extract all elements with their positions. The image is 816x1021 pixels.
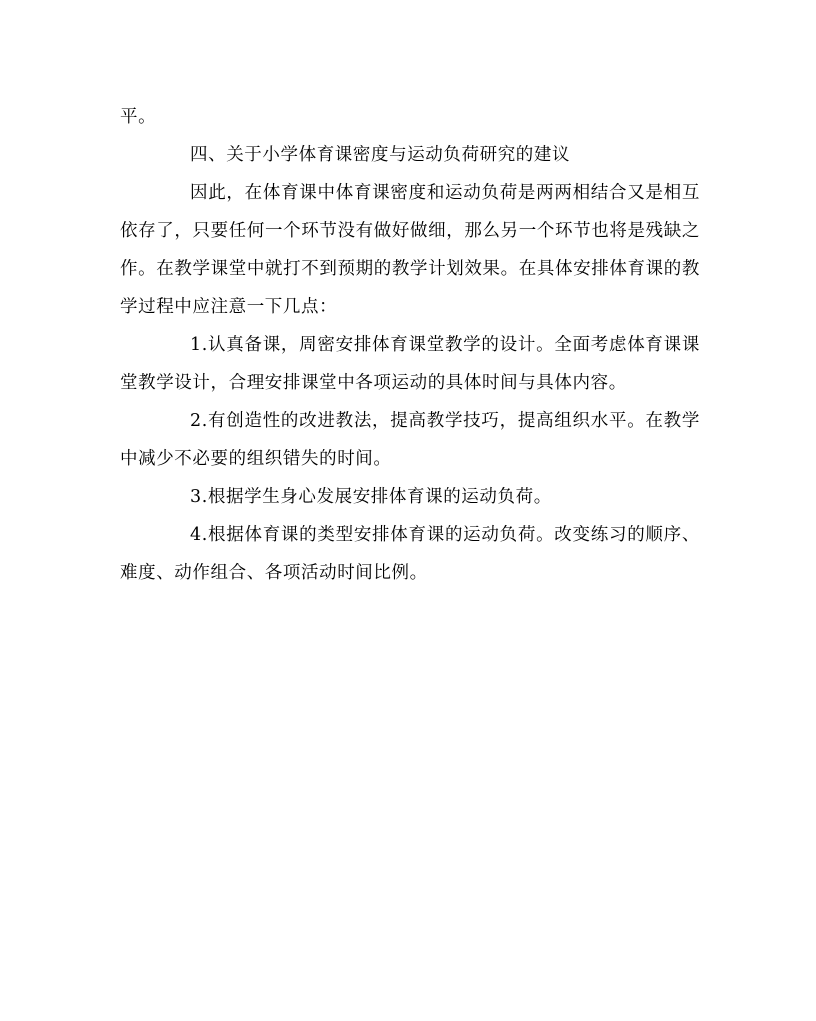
paragraph-continuation: 平。 [120, 107, 157, 127]
list-item-4: 4.根据体育课的类型安排体育课的运动负荷。改变练习的顺序、难度、动作组合、各项活动时间比例。 [120, 525, 700, 583]
document-body [120, 98, 700, 592]
section-heading: 四、关于小学体育课密度与运动负荷研究的建议 [190, 145, 571, 165]
paragraph-intro: 因此，在体育课中体育课密度和运动负荷是两两相结合又是相互依存了，只要任何一个环节没有做好做细，那么另一个环节也将是残缺之作。在教学课堂中就打不到预期的教学计划效果。在具体安排体育课的教学过程中应注意一下几点： [120, 183, 700, 317]
list-item-3: 3.根据学生身心发展安排体育课的运动负荷。 [190, 487, 552, 507]
list-item-1: 1.认真备课，周密安排体育课堂教学的设计。全面考虑体育课课堂教学设计，合理安排课堂中各项运动的具体时间与具体内容。 [120, 335, 700, 393]
list-item-2: 2.有创造性的改进教法，提高教学技巧，提高组织水平。在教学中减少不必要的组织错失的时间。 [120, 411, 700, 469]
